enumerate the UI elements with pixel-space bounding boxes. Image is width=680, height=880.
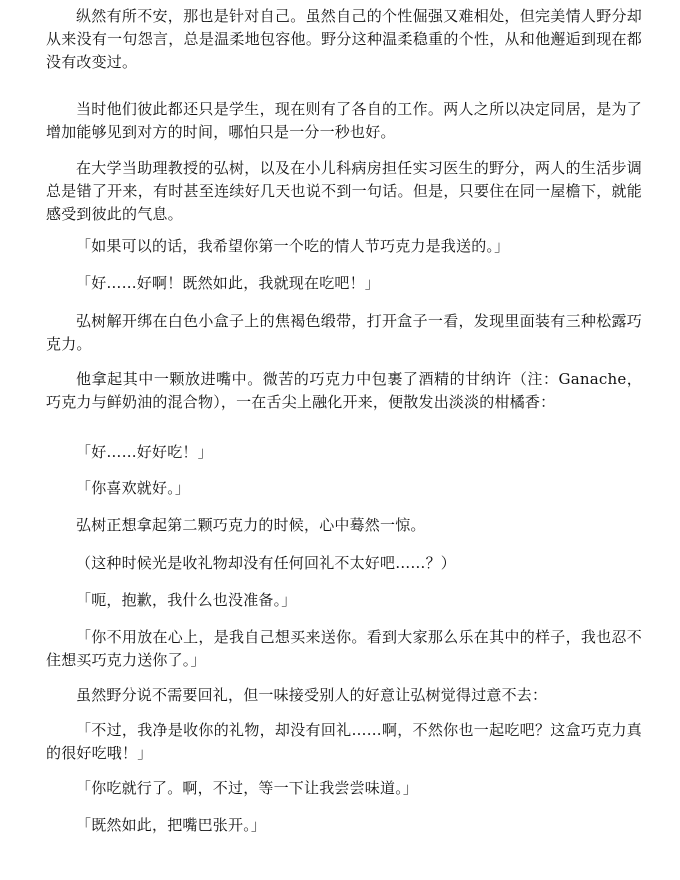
paragraph: 纵然有所不安，那也是针对自己。虽然自己的个性倔强又难相处，但完美情人野分却从来没有一句怨言，总是温柔地包容他。野分这种温柔稳重的个性，从和他邂逅到现在都没有改变过。 <box>46 7 642 71</box>
paragraph: 在大学当助理教授的弘树，以及在小儿科病房担任实习医生的野分，两人的生活步调总是错了开来，有时甚至连续好几天也说不到一句话。但是，只要住在同一屋檐下，就能感受到彼此的气息。 <box>46 159 642 223</box>
paragraph: 「既然如此，把嘴巴张开。」 <box>76 816 267 834</box>
paragraph: 「你不用放在心上，是我自己想买来送你。看到大家那么乐在其中的样子，我也忍不住想买巧克力送你了。」 <box>46 628 642 669</box>
paragraph: 「不过，我净是收你的礼物，却没有回礼……啊，不然你也一起吃吧？这盒巧克力真的很好吃哦！」 <box>46 721 642 762</box>
paragraph: 「好……好好吃！」 <box>76 443 213 461</box>
paragraph: 「好……好啊！既然如此，我就现在吃吧！」 <box>76 274 381 292</box>
paragraph: 当时他们彼此都还只是学生，现在则有了各自的工作。两人之所以决定同居，是为了增加能够见到对方的时间，哪怕只是一分一秒也好。 <box>46 100 642 141</box>
paragraph: 「你吃就行了。啊，不过，等一下让我尝尝味道。」 <box>76 779 419 797</box>
paragraph: 「你喜欢就好。」 <box>76 479 191 497</box>
paragraph: 弘树正想拿起第二颗巧克力的时候，心中蓦然一惊。 <box>76 516 426 534</box>
paragraph: 他拿起其中一颗放进嘴中。微苦的巧克力中包裹了酒精的甘纳许（注：Ganache，巧克力与鲜奶油的混合物），一在舌尖上融化开来，便散发出淡淡的柑橘香： <box>46 370 642 411</box>
paragraph: 弘树解开绑在白色小盒子上的焦褐色缎带，打开盒子一看，发现里面装有三种松露巧克力。 <box>46 312 642 353</box>
paragraph: 「如果可以的话，我希望你第一个吃的情人节巧克力是我送的。」 <box>76 237 510 255</box>
paragraph: 虽然野分说不需要回礼，但一味接受别人的好意让弘树觉得过意不去： <box>76 686 548 704</box>
paragraph: 「呃，抱歉，我什么也没准备。」 <box>76 591 297 609</box>
paragraph: （这种时候光是收礼物却没有任何回礼不太好吧……？） <box>76 554 457 572</box>
